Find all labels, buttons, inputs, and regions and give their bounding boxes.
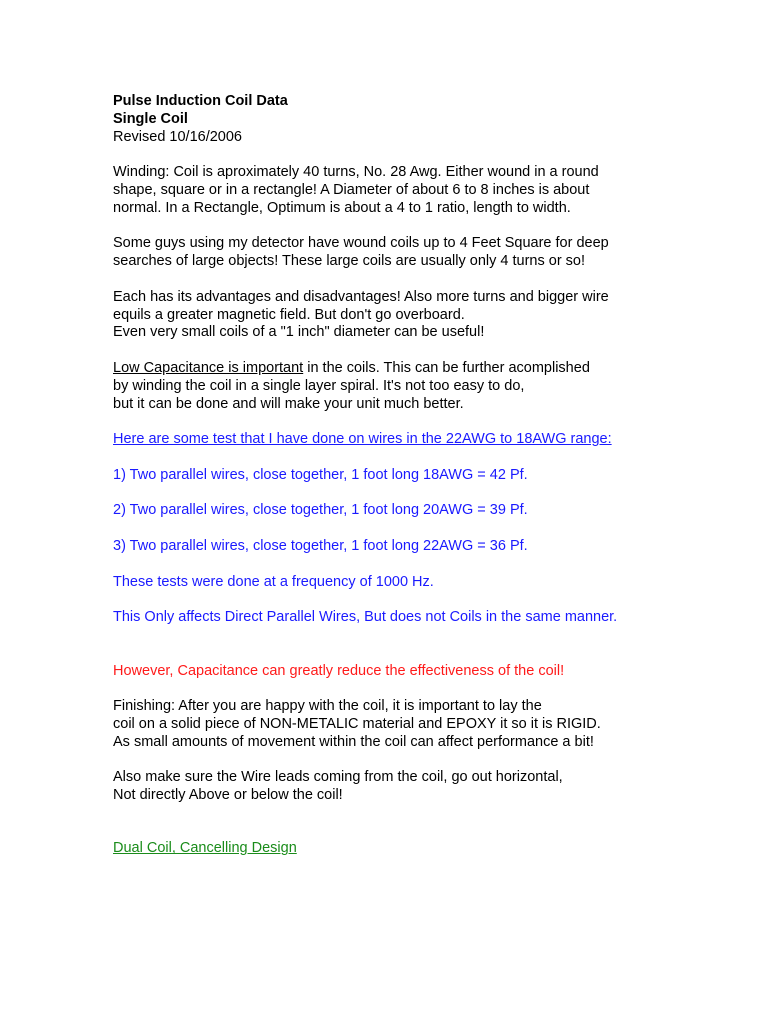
test-item-3-text: 3) Two parallel wires, close together, 1 foot long 22AWG = 36 Pf. bbox=[113, 537, 528, 554]
frequency-note bbox=[113, 574, 673, 592]
finishing-line-3: As small amounts of movement within the coil can affect performance a bit! bbox=[113, 733, 594, 750]
document-page bbox=[113, 93, 673, 876]
test-item-1-text: 1) Two parallel wires, close together, 1 foot long 18AWG = 42 Pf. bbox=[113, 466, 528, 483]
large-coils-paragraph bbox=[113, 235, 673, 271]
capacitance-warning-text: However, Capacitance can greatly reduce the effectiveness of the coil! bbox=[113, 662, 565, 679]
leads-line-1: Also make sure the Wire leads coming from the coil, go out horizontal, bbox=[113, 769, 563, 786]
advantages-line-1: Each has its advantages and disadvantages! Also more turns and bigger wire bbox=[113, 288, 609, 305]
finishing-paragraph bbox=[113, 698, 673, 751]
capacitance-line-2: by winding the coil in a single layer spiral. It's not too easy to do, bbox=[113, 377, 525, 394]
winding-line-2: shape, square or in a rectangle! A Diameter of about 6 to 8 inches is about bbox=[113, 181, 590, 198]
header-block bbox=[113, 93, 673, 146]
test-item-3 bbox=[113, 538, 673, 556]
finishing-line-1: Finishing: After you are happy with the coil, it is important to lay the bbox=[113, 698, 542, 715]
capacitance-line-3: but it can be done and will make your unit much better. bbox=[113, 395, 464, 412]
leads-line-2: Not directly Above or below the coil! bbox=[113, 787, 343, 804]
spacer bbox=[113, 645, 673, 663]
winding-line-1: Winding: Coil is aproximately 40 turns, No. 28 Awg. Either wound in a round bbox=[113, 164, 599, 181]
capacitance-emphasis: Low Capacitance is important bbox=[113, 359, 304, 376]
document-subtitle: Single Coil bbox=[113, 110, 188, 127]
tests-intro[interactable] bbox=[113, 431, 673, 449]
winding-line-3: normal. In a Rectangle, Optimum is about a 4 to 1 ratio, length to width. bbox=[113, 199, 571, 216]
capacitance-line-1-rest: in the coils. This can be further acomplished bbox=[303, 359, 590, 376]
dual-coil-section[interactable] bbox=[113, 840, 673, 858]
test-item-2 bbox=[113, 502, 673, 520]
parallel-note-text: This Only affects Direct Parallel Wires, But does not Coils in the same manner. bbox=[113, 609, 618, 626]
capacitance-line-1 bbox=[113, 360, 673, 378]
winding-paragraph bbox=[113, 164, 673, 217]
test-item-1 bbox=[113, 467, 673, 485]
capacitance-warning bbox=[113, 663, 673, 681]
finishing-line-2: coil on a solid piece of NON-METALIC material and EPOXY it so it is RIGID. bbox=[113, 715, 601, 732]
document-title: Pulse Induction Coil Data bbox=[113, 93, 288, 109]
test-item-2-text: 2) Two parallel wires, close together, 1 foot long 20AWG = 39 Pf. bbox=[113, 502, 528, 519]
advantages-line-2: equils a greater magnetic field. But don't go overboard. bbox=[113, 306, 465, 323]
spacer bbox=[113, 823, 673, 841]
capacitance-paragraph bbox=[113, 360, 673, 413]
leads-paragraph bbox=[113, 769, 673, 805]
advantages-paragraph bbox=[113, 289, 673, 342]
large-coils-line-1: Some guys using my detector have wound coils up to 4 Feet Square for deep bbox=[113, 235, 609, 252]
advantages-line-3: Even very small coils of a "1 inch" diameter can be useful! bbox=[113, 324, 485, 341]
dual-coil-link[interactable]: Dual Coil, Cancelling Design bbox=[113, 840, 297, 857]
tests-intro-link[interactable]: Here are some test that I have done on wires in the 22AWG to 18AWG range: bbox=[113, 431, 612, 448]
large-coils-line-2: searches of large objects! These large coils are usually only 4 turns or so! bbox=[113, 253, 586, 270]
frequency-note-text: These tests were done at a frequency of 1000 Hz. bbox=[113, 573, 434, 590]
parallel-note bbox=[113, 609, 673, 627]
revision-date: Revised 10/16/2006 bbox=[113, 128, 242, 145]
